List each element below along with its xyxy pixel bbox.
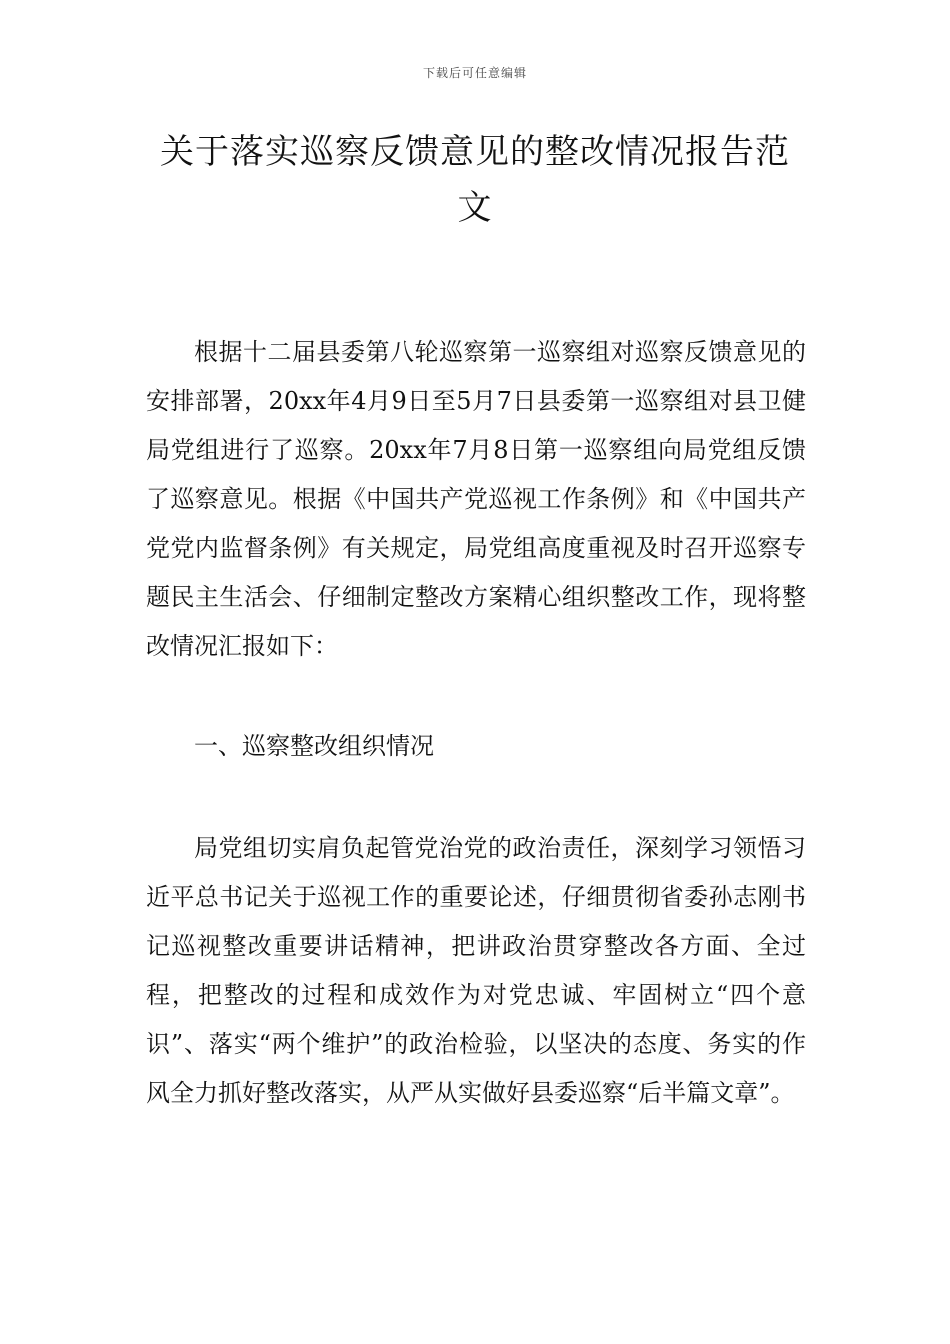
section-heading: 一、巡察整改组织情况 <box>194 732 434 760</box>
section-body-paragraph: 局党组切实肩负起管党治党的政治责任，深刻学习领悟习近平总书记关于巡视工作的重要论述，仔细贯彻省委孙志刚书记巡视整改重要讲话精神，把讲政治贯穿整改各方面、全过程，把整改的过程和成效作为对党忠诚、牢固树立“四个意识”、落实“两个维护”的政治检验，以坚决的态度、务实的作风全力抓好整改落实，从严从实做好县委巡察“后半篇文章”。 <box>146 834 806 1107</box>
intro-paragraph: 根据十二届县委第八轮巡察第一巡察组对巡察反馈意见的安排部署，20xx年4月9日至5月7日县委第一巡察组对县卫健局党组进行了巡察。20xx年7月8日第一巡察组向局党组反馈了巡察意见。根据《中国共产党巡视工作条例》和《中国共产党党内监督条例》有关规定，局党组高度重视及时召开巡察专题民主生活会、仔细制定整改方案精心组织整改工作，现将整改情况汇报如下： <box>146 338 806 660</box>
intro-paragraph-block <box>146 328 806 671</box>
header-note: 下载后可任意编辑 <box>422 66 527 80</box>
section-body-block <box>146 824 806 1118</box>
document-title: 关于落实巡察反馈意见的整改情况报告范文 <box>160 132 790 228</box>
